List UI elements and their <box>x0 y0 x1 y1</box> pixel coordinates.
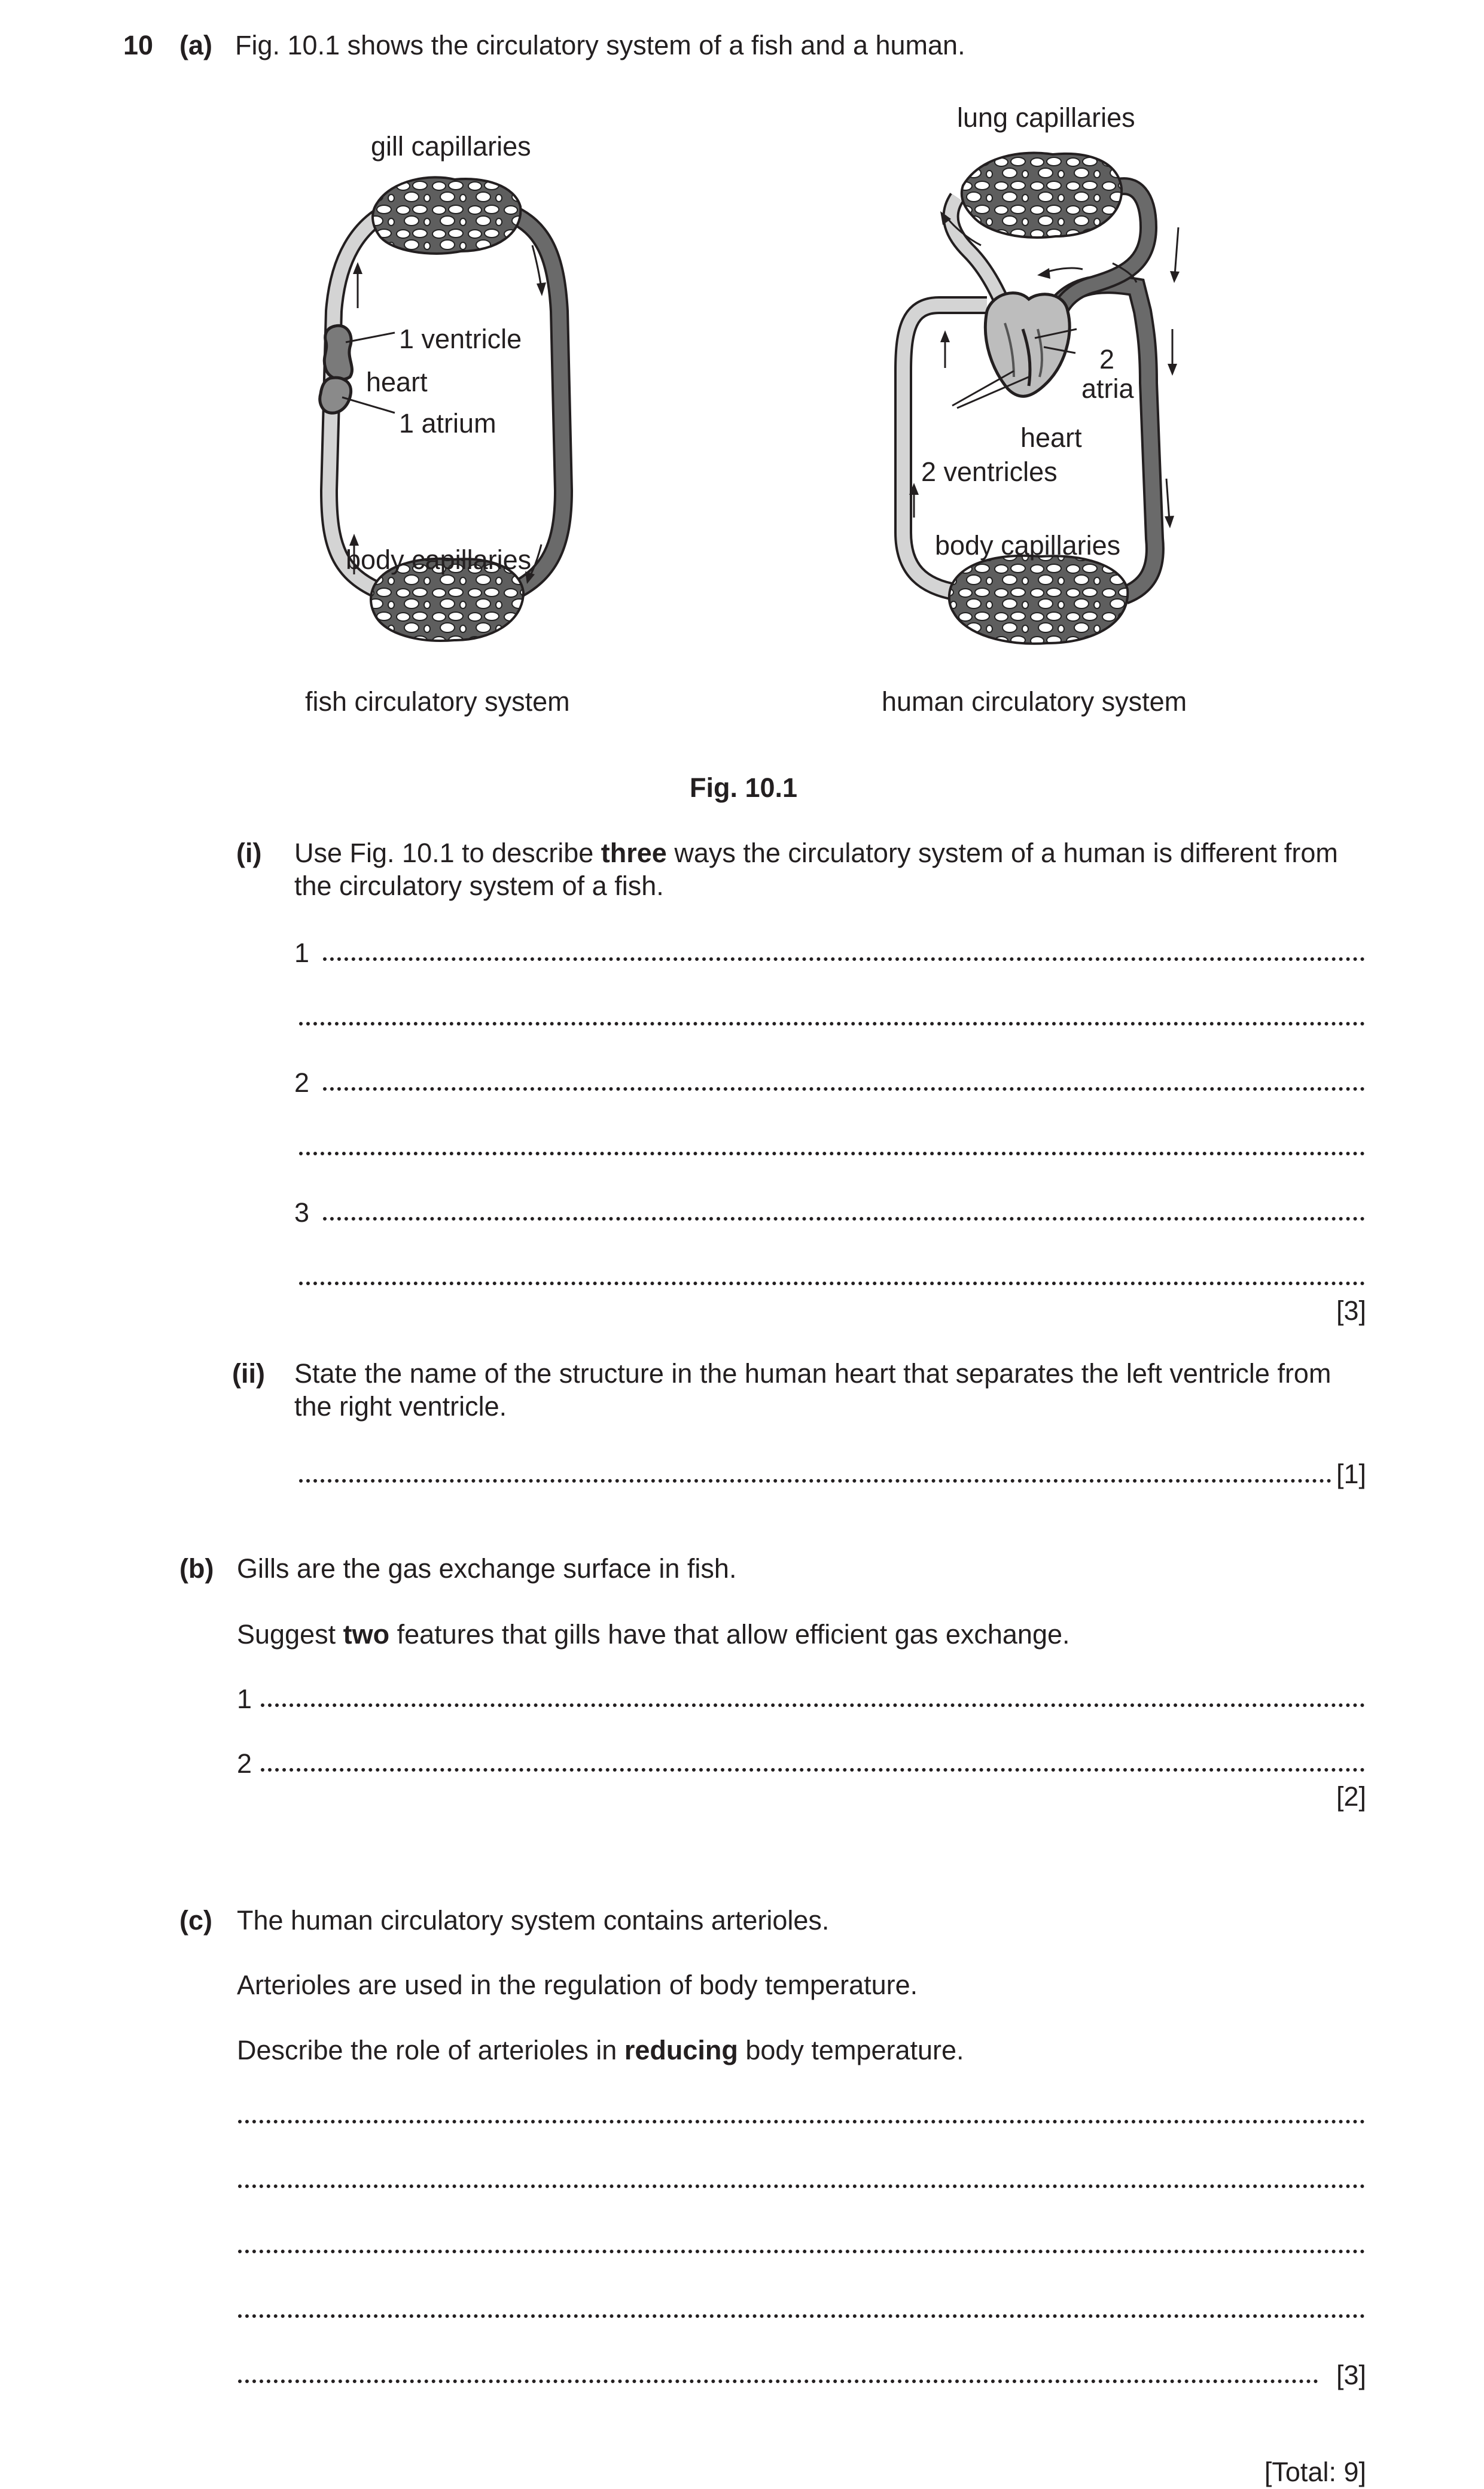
total-marks: [Total: 9] <box>1264 2457 1366 2487</box>
answer-line-i-2b[interactable] <box>299 1152 1365 1155</box>
fish-atrium-label: 1 atrium <box>399 408 496 439</box>
answer-line-c-2[interactable] <box>238 2184 1365 2188</box>
part-a-i-question-line1: Use Fig. 10.1 to describe three ways the circulatory system of a human is different from <box>294 838 1338 868</box>
fish-heart-ventricle <box>324 325 352 379</box>
fish-gill-capillaries <box>373 177 520 253</box>
part-c-line2: Arterioles are used in the regulation of body temperature. <box>237 1970 918 2000</box>
part-c-label: (c) <box>179 1905 212 1936</box>
fish-body-capillaries-label: body capillaries <box>346 544 532 575</box>
part-c-line1: The human circulatory system contains arterioles. <box>237 1905 830 1936</box>
answer-number-b-2: 2 <box>237 1748 252 1779</box>
human-caption: human circulatory system <box>882 686 1187 717</box>
answer-number-1: 1 <box>294 938 310 968</box>
answer-line-i-2a[interactable] <box>323 1087 1365 1091</box>
fish-heart-atrium <box>320 378 351 413</box>
part-c-describe: Describe the role of arterioles in reducing body temperature. <box>237 2035 964 2065</box>
marks-c: [3] <box>1336 2360 1366 2390</box>
answer-line-i-3a[interactable] <box>323 1217 1365 1221</box>
answer-line-i-1b[interactable] <box>299 1022 1365 1026</box>
answer-line-b-2[interactable] <box>261 1768 1365 1772</box>
part-b-label: (b) <box>179 1553 214 1584</box>
marks-a-i: [3] <box>1336 1295 1366 1326</box>
answer-line-ii[interactable] <box>299 1479 1331 1483</box>
human-lung-capillaries <box>962 153 1122 238</box>
part-a-i-question-line2: the circulatory system of a fish. <box>294 871 664 901</box>
answer-line-i-1a[interactable] <box>323 957 1365 961</box>
answer-number-2: 2 <box>294 1067 310 1098</box>
human-heart-label: heart <box>1020 422 1082 453</box>
fish-gill-capillaries-label: gill capillaries <box>371 131 531 162</box>
part-a-ii-question-line1: State the name of the structure in the human heart that separates the left ventricle from <box>294 1358 1331 1389</box>
question-number: 10 <box>123 30 154 60</box>
part-a-label: (a) <box>179 30 212 60</box>
human-atria-number-label: 2 <box>1099 344 1115 375</box>
fish-heart-label: heart <box>366 367 428 397</box>
answer-line-i-3b[interactable] <box>299 1282 1365 1285</box>
human-ventricles-label: 2 ventricles <box>921 457 1058 487</box>
answer-line-c-3[interactable] <box>238 2250 1365 2253</box>
human-body-capillaries-label: body capillaries <box>935 530 1121 561</box>
answer-line-c-4[interactable] <box>238 2314 1365 2318</box>
part-a-i-label: (i) <box>236 838 262 868</box>
part-a-ii-question-line2: the right ventricle. <box>294 1391 507 1422</box>
human-body-capillaries <box>949 556 1128 644</box>
answer-line-b-1[interactable] <box>261 1703 1365 1707</box>
part-b-suggest: Suggest two features that gills have that allow efficient gas exchange. <box>237 1619 1070 1650</box>
answer-line-c-1[interactable] <box>238 2120 1365 2123</box>
answer-line-c-5[interactable] <box>238 2380 1318 2383</box>
part-b-line1: Gills are the gas exchange surface in fish. <box>237 1553 737 1584</box>
figure-title: Fig. 10.1 <box>690 772 798 803</box>
fish-ventricle-label: 1 ventricle <box>399 324 522 354</box>
part-a-intro: Fig. 10.1 shows the circulatory system of a fish and a human. <box>235 30 965 60</box>
marks-b: [2] <box>1336 1781 1366 1812</box>
marks-a-ii: [1] <box>1336 1459 1366 1489</box>
part-a-ii-label: (ii) <box>232 1358 265 1389</box>
answer-number-b-1: 1 <box>237 1684 252 1714</box>
human-circulatory-diagram <box>885 132 1220 688</box>
answer-number-3: 3 <box>294 1197 310 1228</box>
human-lung-capillaries-label: lung capillaries <box>957 102 1135 133</box>
human-atria-label: atria <box>1081 373 1134 404</box>
fish-caption: fish circulatory system <box>305 686 570 717</box>
